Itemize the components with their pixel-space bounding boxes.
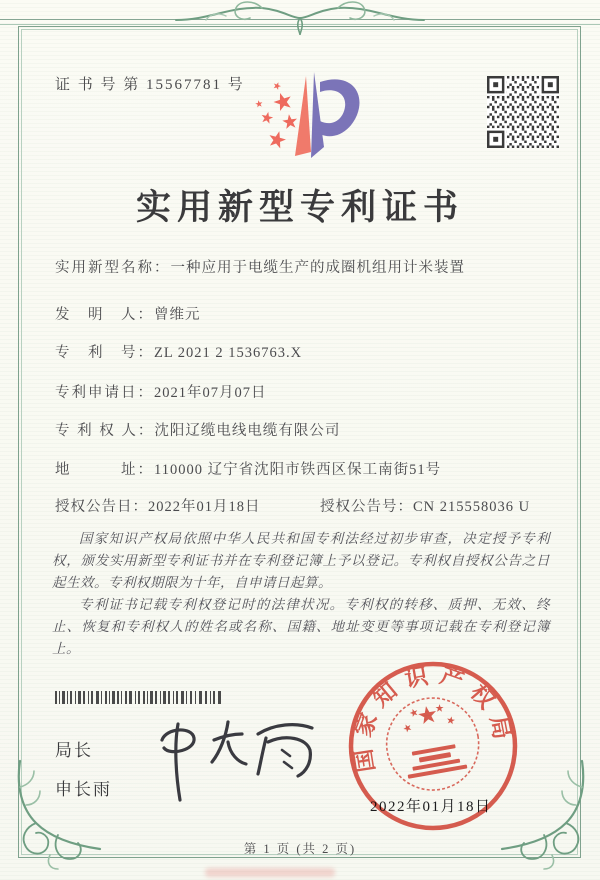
signer-name: 申长雨 bbox=[55, 780, 112, 799]
legal-text bbox=[52, 528, 550, 660]
field-value: 2021年07月07日 bbox=[154, 385, 267, 401]
director-signature bbox=[140, 712, 330, 817]
certificate-number: 证 书 号 第 15567781 号 bbox=[55, 77, 245, 93]
field-label: 专 利 权 人： bbox=[55, 423, 155, 439]
cnipa-logo bbox=[250, 60, 362, 169]
grant-date-label: 授权公告日： bbox=[55, 499, 148, 515]
certificate-title: 实用新型专利证书 bbox=[135, 188, 464, 227]
signer-block bbox=[55, 736, 112, 814]
bleed-through-mark bbox=[205, 868, 335, 877]
qr-code bbox=[487, 76, 559, 153]
field-patent-number bbox=[55, 341, 555, 362]
field-label: 发 明 人： bbox=[55, 307, 154, 323]
legal-paragraph-1: 国家知识产权局依照中华人民共和国专利法经过初步审查，决定授予专利权，颁发实用新型专利证书并在专利登记簿上予以登记。专利权自授权公告之日起生效。专利权期限为十年，自申请日起算。 bbox=[52, 531, 550, 590]
field-value: 110000 辽宁省沈阳市铁西区保工南街51号 bbox=[154, 462, 442, 478]
field-label: 实用新型名称： bbox=[55, 260, 171, 276]
grant-row bbox=[55, 495, 531, 516]
page-number: 第 1 页 (共 2 页) bbox=[243, 842, 357, 856]
barcode bbox=[55, 691, 221, 709]
grant-number bbox=[320, 495, 530, 516]
field-address bbox=[55, 458, 555, 479]
grant-number-label: 授权公告号： bbox=[320, 499, 413, 515]
field-value: 曾维元 bbox=[154, 307, 201, 323]
seal-date: 2022年01月18日 bbox=[370, 799, 492, 815]
field-utility-model-name bbox=[55, 256, 555, 277]
top-flourish-ornament bbox=[170, 0, 430, 38]
grant-date bbox=[55, 499, 261, 515]
seal-text: 国家知识产权局 bbox=[349, 661, 517, 774]
grant-number-value: CN 215558036 U bbox=[413, 499, 531, 515]
field-label: 专 利 号： bbox=[55, 345, 154, 361]
field-application-date bbox=[55, 381, 555, 402]
signer-title: 局长 bbox=[55, 741, 93, 760]
field-value: ZL 2021 2 1536763.X bbox=[154, 345, 303, 361]
field-patentee bbox=[55, 419, 555, 440]
field-value: 一种应用于电缆生产的成圈机组用计米装置 bbox=[170, 260, 465, 276]
field-inventor bbox=[55, 303, 555, 324]
grant-date-value: 2022年01月18日 bbox=[148, 499, 261, 515]
field-label: 地 址： bbox=[55, 462, 154, 478]
field-value: 沈阳辽缆电线电缆有限公司 bbox=[154, 423, 341, 439]
legal-paragraph-2: 专利证书记载专利权登记时的法律状况。专利权的转移、质押、无效、终止、恢复和专利权人的姓名或名称、国籍、地址变更等事项记载在专利登记簿上。 bbox=[52, 597, 550, 656]
field-label: 专利申请日： bbox=[55, 385, 154, 401]
official-seal bbox=[345, 658, 521, 839]
